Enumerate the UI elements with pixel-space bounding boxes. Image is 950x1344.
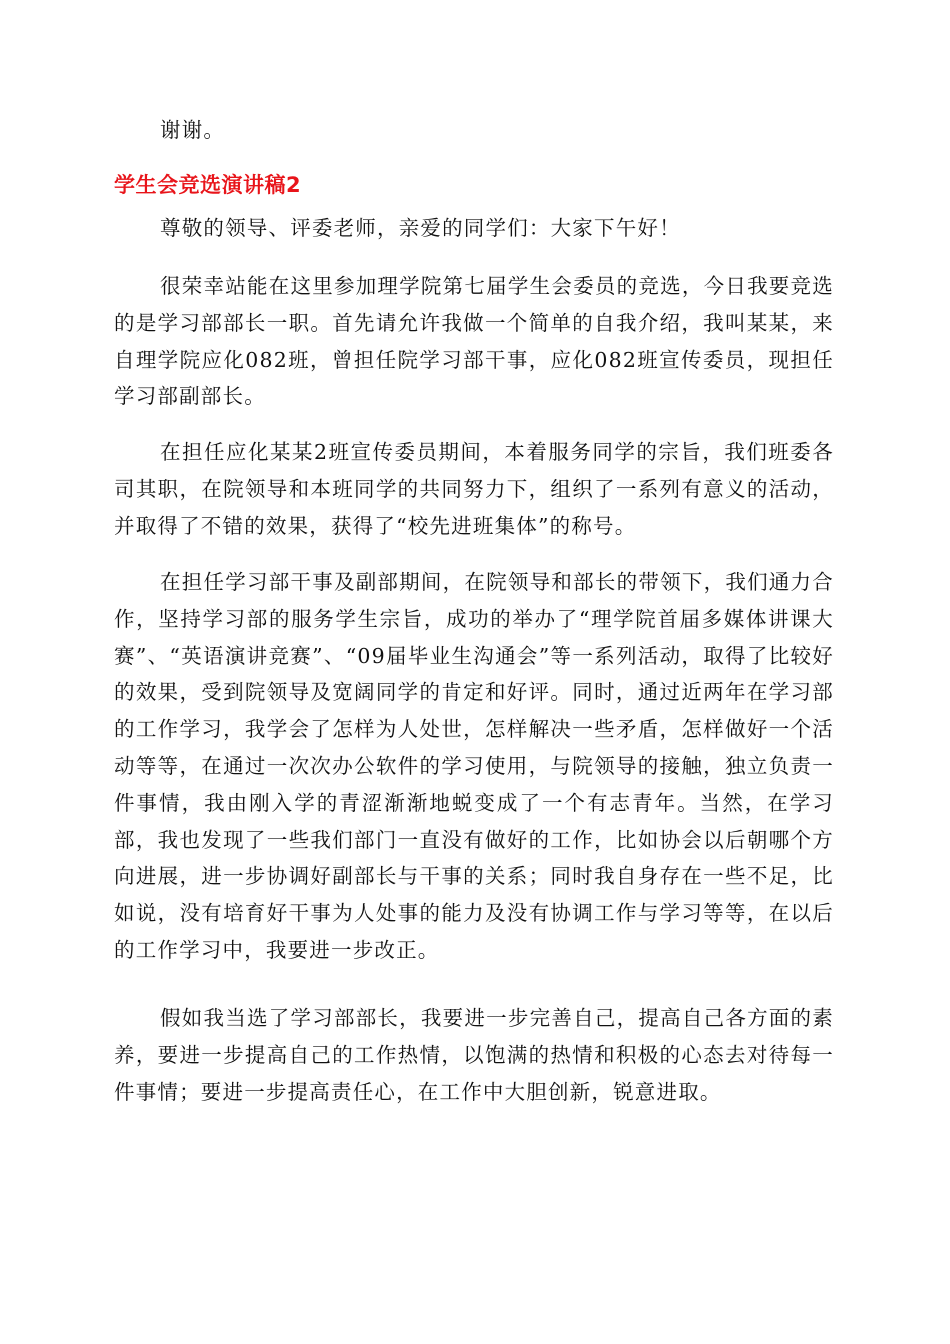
paragraph-introduction: 很荣幸站能在这里参加理学院第七届学生会委员的竞选，今日我要竞选的是学习部部长一职。首先请允许我做一个简单的自我介绍，我叫某某，来自理学院应化082班，曾担任院学习部干事，应化082班宣传委员，现担任学习部副部长。 (114, 274, 834, 409)
closing-line: 谢谢。 (160, 118, 226, 142)
paragraph-class-committee: 在担任应化某某2班宣传委员期间，本着服务同学的宗旨，我们班委各司其职，在院领导和本班同学的共同努力下，组织了一系列有意义的活动，并取得了不错的效果，获得了“校先进班集体”的称号。 (114, 440, 834, 538)
paragraph-study-department: 在担任学习部干事及副部期间，在院领导和部长的带领下，我们通力合作，坚持学习部的服务学生宗旨，成功的举办了“理学院首届多媒体讲课大赛”、“英语演讲竞赛”、“09届毕业生沟通会”等一系列活动，取得了比较好的效果，受到院领导及宽阔同学的肯定和好评。同时，通过近两年在学习部的工作学习，我学会了怎样为人处世，怎样解决一些矛盾，怎样做好一个活动等等，在通过一次次办公软件的学习使用，与院领导的接触，独立负责一件事情，我由刚入学的青涩渐渐地蜕变成了一个有志青年。当然，在学习部，我也发现了一些我们部门一直没有做好的工作，比如协会以后朝哪个方向进展，进一步协调好副部长与干事的关系；同时我自身存在一些不足，比如说，没有培育好干事为人处事的能力及没有协调工作与学习等等，在以后的工作学习中，我要进一步改正。 (114, 570, 834, 962)
paragraph-if-elected: 假如我当选了学习部部长，我要进一步完善自己，提高自己各方面的素养，要进一步提高自己的工作热情，以饱满的热情和积极的心态去对待每一件事情；要进一步提高责任心，在工作中大胆创新，锐意进取。 (114, 1006, 834, 1104)
section-heading: 学生会竞选演讲稿2 (114, 173, 302, 197)
paragraph-greeting: 尊敬的领导、评委老师，亲爱的同学们：大家下午好！ (160, 216, 681, 240)
